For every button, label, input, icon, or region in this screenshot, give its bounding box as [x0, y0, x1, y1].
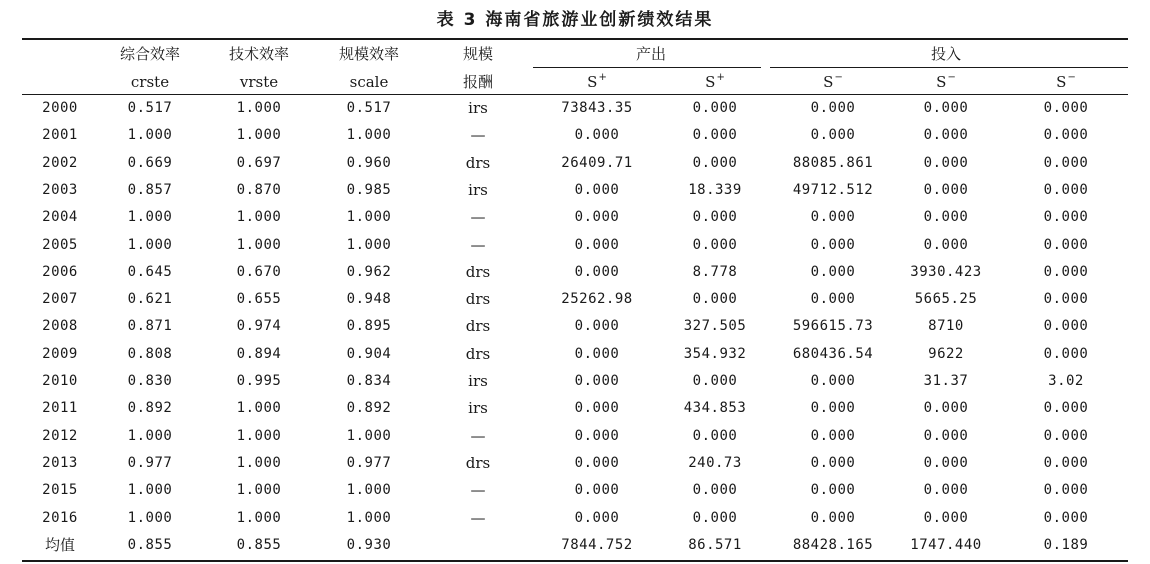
table-cell: 0.000 — [923, 209, 969, 226]
header-scale-zh: 规模效率 — [338, 45, 400, 63]
table-cell: 0.000 — [1043, 181, 1089, 198]
table-cell: 0.000 — [1043, 100, 1089, 116]
table-cell: 0.000 — [1043, 209, 1089, 226]
table-cell: 1.000 — [346, 127, 392, 144]
table-cell: 0.000 — [1043, 427, 1089, 444]
table-cell: 0.000 — [923, 100, 969, 116]
table-cell: 0.985 — [346, 181, 392, 198]
table-cell: 0.000 — [692, 291, 738, 308]
table-cell: 0.697 — [236, 154, 282, 171]
table-cell: 1.000 — [346, 427, 392, 444]
table-cell: 49712.512 — [792, 181, 874, 198]
row-label: 2006 — [42, 263, 78, 280]
table-cell: 0.655 — [236, 291, 282, 308]
table-cell: 0.000 — [810, 373, 856, 389]
table-cell: 0.189 — [1043, 536, 1089, 553]
table-cell: 434.853 — [683, 400, 747, 417]
slack-sup: + — [716, 72, 725, 83]
header-slack-3 — [823, 72, 843, 95]
table-cell: 0.000 — [574, 509, 620, 526]
table-cell: 1.000 — [236, 127, 282, 144]
table-cell: 0.000 — [1043, 154, 1089, 171]
table-cell: 0.000 — [923, 509, 969, 526]
table-cell: 1.000 — [236, 400, 282, 417]
table-cell: 31.37 — [923, 373, 969, 389]
table-cell: 0.830 — [127, 373, 173, 389]
table-cell: — — [470, 126, 486, 145]
table-cell: 240.73 — [688, 454, 742, 471]
row-label: 2013 — [42, 454, 78, 471]
table-cell: 0.000 — [574, 181, 620, 198]
table-cell: 0.895 — [346, 318, 392, 335]
table-cell: 0.000 — [1043, 263, 1089, 280]
table-cell: 0.000 — [1043, 236, 1089, 253]
table-cell: 1.000 — [236, 482, 282, 499]
table-cell: 1.000 — [236, 427, 282, 444]
table-cell: 0.904 — [346, 345, 392, 362]
table-cell: 0.517 — [346, 100, 392, 116]
row-label: 2005 — [42, 236, 78, 253]
row-label: 2016 — [42, 509, 78, 526]
table-cell: 0.669 — [127, 154, 173, 171]
table-cell: 0.977 — [127, 454, 173, 471]
table-cell: drs — [465, 262, 491, 281]
slack-sup: − — [947, 72, 956, 83]
table-cell: drs — [465, 290, 491, 309]
table-cell: 1.000 — [346, 509, 392, 526]
table-cell: 596615.73 — [792, 318, 874, 335]
table-cell: 0.892 — [346, 400, 392, 417]
table-cell: 0.000 — [923, 181, 969, 198]
row-label: 2002 — [42, 154, 78, 171]
table-cell: 1.000 — [236, 100, 282, 116]
table-cell: 0.670 — [236, 263, 282, 280]
table-cell: 0.000 — [810, 127, 856, 144]
table-cell: 0.000 — [810, 100, 856, 116]
table-cell: 1.000 — [346, 209, 392, 226]
header-crste-zh: 综合效率 — [119, 45, 181, 63]
table-cell: 0.977 — [346, 454, 392, 471]
table-cell: 0.000 — [574, 400, 620, 417]
top-rule — [22, 38, 1128, 40]
table-cell: irs — [468, 399, 488, 418]
table-cell: 0.000 — [574, 127, 620, 144]
table-cell: 0.000 — [810, 482, 856, 499]
table-cell: 0.870 — [236, 181, 282, 198]
table-cell: 0.000 — [923, 400, 969, 417]
table-cell: 0.000 — [1043, 127, 1089, 144]
table-cell: 0.621 — [127, 291, 173, 308]
table-cell: 1.000 — [236, 454, 282, 471]
table-cell: 0.855 — [236, 536, 282, 553]
table-cell: 0.000 — [923, 427, 969, 444]
table-cell: 0.000 — [692, 100, 738, 116]
table-cell: 0.894 — [236, 345, 282, 362]
table-cell: 0.960 — [346, 154, 392, 171]
row-label: 2012 — [42, 427, 78, 444]
table-cell: — — [470, 481, 486, 500]
table-title: 表 3 海南省旅游业创新绩效结果 — [436, 10, 714, 30]
table-cell: 3.02 — [1048, 373, 1084, 389]
table-cell: irs — [468, 372, 488, 390]
row-label: 2007 — [42, 291, 78, 308]
header-scale-en: scale — [349, 73, 389, 91]
slack-sup: + — [598, 72, 607, 83]
table-cell: drs — [465, 453, 491, 472]
slack-base: S — [1056, 73, 1067, 91]
slack-base: S — [936, 73, 947, 91]
slack-base: S — [587, 73, 598, 91]
table-cell: 0.000 — [923, 127, 969, 144]
slack-base: S — [705, 73, 716, 91]
table-cell: 7844.752 — [561, 536, 633, 553]
table-cell: 0.808 — [127, 345, 173, 362]
table-cell: drs — [465, 344, 491, 363]
table-cell: 0.000 — [574, 209, 620, 226]
table-cell: 88428.165 — [792, 536, 874, 553]
row-label: 2000 — [42, 100, 78, 116]
table-cell: 86.571 — [688, 536, 742, 553]
table-cell: 0.000 — [923, 236, 969, 253]
table-cell: 0.857 — [127, 181, 173, 198]
table-cell: 0.645 — [127, 263, 173, 280]
table-cell: 0.000 — [574, 318, 620, 335]
slack-sup: − — [834, 72, 843, 83]
table-cell: 0.000 — [923, 154, 969, 171]
header-input-group: 投入 — [930, 45, 962, 63]
table-cell: 0.000 — [1043, 509, 1089, 526]
table-cell: 0.000 — [1043, 400, 1089, 417]
table-cell: 0.000 — [692, 209, 738, 226]
table-cell: 0.000 — [810, 454, 856, 471]
table-cell: 0.000 — [810, 400, 856, 417]
header-slack-4 — [936, 72, 956, 95]
table-cell: 0.000 — [923, 482, 969, 499]
table-cell: 3930.423 — [910, 263, 982, 280]
table-cell: 25262.98 — [561, 291, 633, 308]
table-cell: 73843.35 — [561, 100, 633, 116]
table-cell: drs — [465, 317, 491, 336]
header-output-group: 产出 — [635, 45, 667, 63]
table-cell: 354.932 — [683, 345, 747, 362]
table-cell: 0.000 — [1043, 318, 1089, 335]
row-label: 2015 — [42, 482, 78, 499]
table-cell: 5665.25 — [914, 291, 978, 308]
output-group-rule — [533, 67, 761, 68]
table-cell: 0.000 — [1043, 454, 1089, 471]
table-cell: 1.000 — [236, 509, 282, 526]
table-cell: 1.000 — [346, 482, 392, 499]
table-cell: 0.855 — [127, 536, 173, 553]
row-label: 均值 — [44, 535, 76, 554]
table-cell: 0.000 — [574, 263, 620, 280]
table-cell: — — [470, 508, 486, 527]
table-cell: 0.000 — [574, 427, 620, 444]
table-cell: 0.000 — [692, 127, 738, 144]
table-cell: 0.962 — [346, 263, 392, 280]
header-vrste-zh: 技术效率 — [228, 45, 290, 63]
table-cell: 0.000 — [810, 427, 856, 444]
row-label: 2001 — [42, 127, 78, 144]
header-slack-2 — [705, 72, 725, 95]
row-label: 2003 — [42, 181, 78, 198]
table-cell: 0.000 — [923, 454, 969, 471]
table-cell: 0.000 — [810, 263, 856, 280]
table-cell: 1747.440 — [910, 536, 982, 553]
table-cell: 0.000 — [810, 291, 856, 308]
header-slack-5 — [1056, 72, 1076, 95]
table-cell: 0.000 — [574, 482, 620, 499]
table-cell: 0.000 — [810, 209, 856, 226]
table-cell: 1.000 — [127, 509, 173, 526]
table-cell: — — [470, 235, 486, 254]
header-returns-line2: 报酬 — [462, 73, 494, 91]
table-cell: 1.000 — [236, 209, 282, 226]
table-cell: 18.339 — [688, 181, 742, 198]
table-cell: 0.948 — [346, 291, 392, 308]
table-cell: 0.000 — [1043, 482, 1089, 499]
table-cell: 0.000 — [692, 154, 738, 171]
table-cell: 1.000 — [127, 482, 173, 499]
header-crste-en: crste — [130, 73, 170, 91]
row-label: 2009 — [42, 345, 78, 362]
table-cell: 1.000 — [346, 236, 392, 253]
table-cell: drs — [465, 153, 491, 172]
table-cell: irs — [468, 99, 488, 117]
slack-sup: − — [1067, 72, 1076, 83]
table-cell: 0.000 — [692, 373, 738, 389]
table-cell: 1.000 — [127, 427, 173, 444]
table-cell: — — [470, 426, 486, 445]
row-label: 2010 — [42, 373, 78, 389]
row-label: 2008 — [42, 318, 78, 335]
slack-base: S — [823, 73, 834, 91]
table-cell: irs — [468, 180, 488, 199]
table-cell: 0.000 — [1043, 345, 1089, 362]
table-cell: 0.000 — [574, 345, 620, 362]
bottom-rule — [22, 560, 1128, 562]
table-cell: 327.505 — [683, 318, 747, 335]
table-cell: 0.995 — [236, 373, 282, 389]
header-slack-1 — [587, 72, 607, 95]
table-cell: 0.000 — [574, 373, 620, 389]
table-cell: 0.000 — [692, 427, 738, 444]
table-cell: 1.000 — [127, 236, 173, 253]
table-cell: 0.000 — [692, 482, 738, 499]
table-cell: 0.974 — [236, 318, 282, 335]
table-cell: 0.834 — [346, 373, 392, 389]
table-cell: 0.000 — [810, 509, 856, 526]
table-cell: — — [470, 208, 486, 227]
table-cell: 1.000 — [127, 209, 173, 226]
input-group-rule — [770, 67, 1128, 68]
table-cell: 0.000 — [692, 236, 738, 253]
row-label: 2004 — [42, 209, 78, 226]
table-cell: 0.892 — [127, 400, 173, 417]
table-cell: 0.871 — [127, 318, 173, 335]
table-cell: 88085.861 — [792, 154, 874, 171]
table-cell: 0.000 — [574, 454, 620, 471]
table-cell: 26409.71 — [561, 154, 633, 171]
table-cell: 0.000 — [574, 236, 620, 253]
table-cell: 0.000 — [810, 236, 856, 253]
table-cell: 8710 — [928, 318, 964, 335]
table-cell: 0.517 — [127, 100, 173, 116]
table-cell: 0.000 — [692, 509, 738, 526]
table-cell: 1.000 — [127, 127, 173, 144]
row-label: 2011 — [42, 400, 78, 417]
table-cell: 0.930 — [346, 536, 392, 553]
table-cell: 9622 — [928, 345, 964, 362]
table-cell: 680436.54 — [792, 345, 874, 362]
header-rule — [22, 94, 1128, 95]
header-returns-line1: 规模 — [462, 45, 494, 63]
header-vrste-en: vrste — [239, 73, 279, 91]
table-cell: 1.000 — [236, 236, 282, 253]
table-cell: 0.000 — [1043, 291, 1089, 308]
table-cell: 8.778 — [692, 263, 738, 280]
